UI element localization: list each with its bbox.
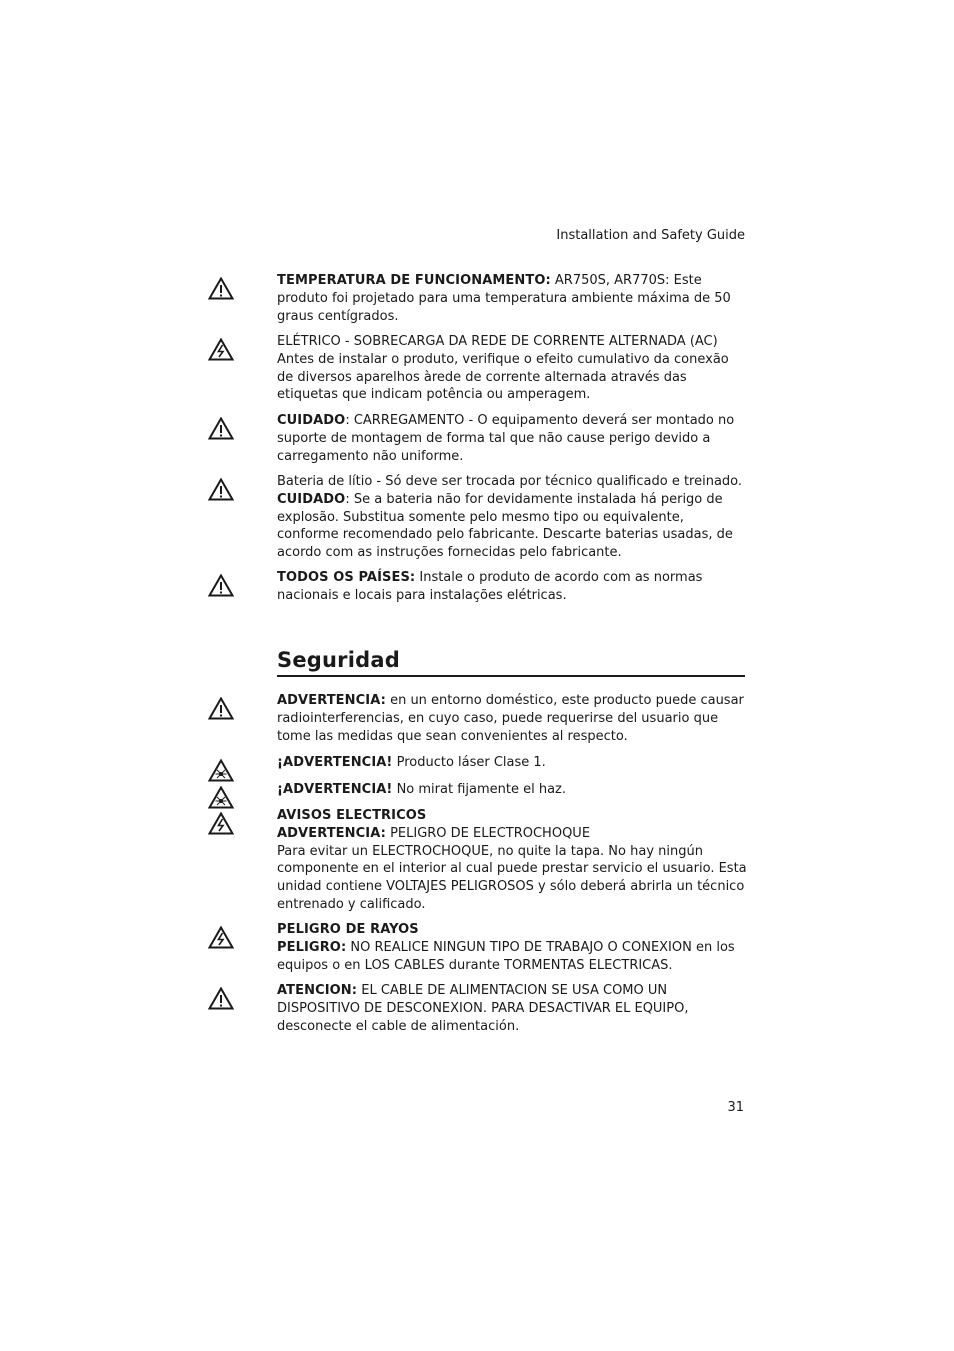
ac-overload-notice [277, 333, 747, 404]
notice-label-text: PELIGRO DE ELECTROCHOQUE [385, 825, 591, 841]
warning-triangle-icon [208, 478, 234, 501]
warning-triangle-icon [208, 574, 234, 597]
lithium-battery-notice [277, 473, 747, 562]
guide-title: Installation and Safety Guide [556, 228, 745, 243]
notice-text: Producto láser Clase 1. [392, 755, 546, 770]
notice-text: NO REALICE NINGUN TIPO DE TRABAJO O CONEXION en los equipos o en LOS CABLES durante TORMENTAS ELECTRICAS. [277, 939, 735, 973]
notice-text: : Se a bateria não for devidamente instalada há perigo de explosão. Substitua somente pelo mesmo tipo ou equivalente, conforme recomendado pelo fabricante. Descarte baterias usadas, de acordo com as instruções fornecidas pelo fabricante. [277, 491, 733, 561]
notice-text: AR750S, AR770S: Este produto foi projetado para uma temperatura ambiente máxima de 50 graus centígrados. [277, 273, 731, 324]
electric-shock-icon [208, 812, 234, 835]
notice-text: Antes de instalar o produto, verifique o efeito cumulativo da conexão de diversos aparelhos àrede de corrente alternada através das etiquetas que indicam potência ou amperagem. [277, 351, 729, 403]
warning-triangle-icon [208, 697, 234, 720]
laser-beam-warning [277, 781, 747, 799]
notice-heading: PELIGRO DE RAYOS [277, 922, 419, 937]
page-number: 31 [727, 1100, 744, 1115]
notice-label: TEMPERATURA DE FUNCIONAMENTO: [277, 273, 551, 288]
laser-class-warning [277, 754, 747, 772]
notice-label: ADVERTENCIA: [277, 693, 386, 708]
notice-label: ADVERTENCIA: [277, 825, 386, 841]
load-caution-notice [277, 412, 747, 465]
notice-text: Instale o produto de acordo com as normas nacionais e locais para instalações elétricas. [277, 570, 703, 603]
all-countries-notice [277, 569, 747, 605]
notice-text: No mirat fijamente el haz. [392, 782, 567, 797]
notice-label: ¡ADVERTENCIA! [277, 782, 393, 797]
lightning-warning-icon [208, 926, 234, 949]
warning-triangle-icon [208, 417, 234, 440]
warning-triangle-icon [208, 987, 234, 1010]
notice-label: ¡ADVERTENCIA! [277, 755, 393, 770]
notice-text: EL CABLE DE ALIMENTACION SE USA COMO UN DISPOSITIVO DE DESCONEXION. PARA DESACTIVAR EL EQUIPO, desconecte el cable de alimentación. [277, 983, 689, 1034]
notice-text: : CARREGAMENTO - O equipamento deverá ser montado no suporte de montagem de forma tal que não cause perigo devido a carregamento não uniforme. [277, 413, 735, 464]
notice-label: CUIDADO [277, 491, 346, 507]
warning-triangle-icon [208, 277, 234, 300]
lightning-danger-notice [277, 921, 747, 974]
electrical-warnings [277, 807, 747, 914]
notice-heading: ELÉTRICO - SOBRECARGA DA REDE DE CORRENTE ALTERNADA (AC) [277, 334, 718, 349]
laser-warning-icon [208, 759, 234, 782]
operating-temperature-notice [277, 272, 747, 325]
notice-text: Para evitar un ELECTROCHOQUE, no quite la tapa. No hay ningún componente en el interior al cual puede prestar servicio el usuario. Esta unidad contiene VOLTAJES PELIGROSOS y sólo deberá abrirla un técnico entrenado y calificado. [277, 843, 747, 912]
notice-heading: AVISOS ELECTRICOS [277, 808, 427, 823]
power-cable-notice [277, 982, 747, 1035]
notice-text: en un entorno doméstico, este producto puede causar radiointerferencias, en cuyo caso, puede requerirse del usuario que tome las medidas que sean convenientes al respecto. [277, 693, 744, 744]
radio-interference-warning [277, 692, 747, 745]
notice-heading: Bateria de lítio - Só deve ser trocada por técnico qualificado e treinado. [277, 474, 743, 489]
electric-shock-icon [208, 338, 234, 361]
notice-label: PELIGRO: [277, 939, 347, 955]
notice-label: TODOS OS PAÍSES: [277, 570, 416, 585]
section-title: Seguridad [277, 648, 745, 677]
notice-label: ATENCION: [277, 983, 358, 998]
laser-warning-icon [208, 786, 234, 809]
notice-label: CUIDADO [277, 413, 346, 428]
